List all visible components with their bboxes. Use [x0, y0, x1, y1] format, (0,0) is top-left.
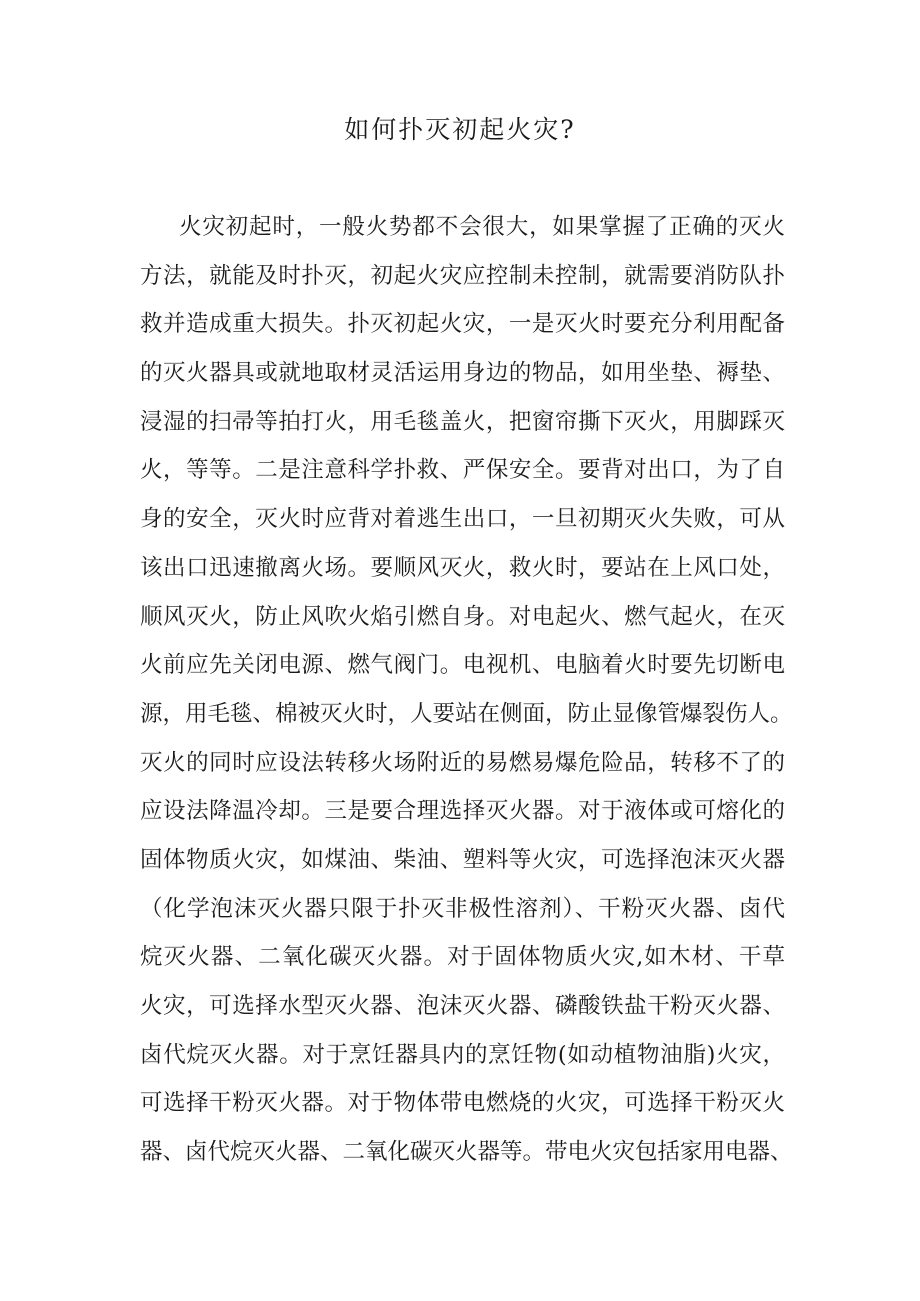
paragraph-line: 浸湿的扫帚等拍打火，用毛毯盖火，把窗帘撕下灭火，用脚踩灭	[140, 408, 785, 435]
paragraph-line: 卤代烷灭火器。对于烹饪器具内的烹饪物(如动植物油脂)火灾，	[140, 1041, 785, 1068]
paragraph-line: （化学泡沫灭火器只限于扑灭非极性溶剂）、干粉灭火器、卤代	[140, 895, 785, 922]
paragraph-line: 该出口迅速撤离火场。要顺风灭火，救火时，要站在上风口处，	[140, 554, 785, 581]
paragraph-line: 的灭火器具或就地取材灵活运用身边的物品，如用坐垫、褥垫、	[140, 360, 785, 387]
paragraph-line: 身的安全，灭火时应背对着逃生出口，一旦初期灭火失败，可从	[140, 506, 785, 533]
paragraph-line: 烷灭火器、二氧化碳灭火器。对于固体物质火灾,如木材、干草	[140, 944, 785, 971]
paragraph-line: 应设法降温冷却。三是要合理选择灭火器。对于液体或可熔化的	[140, 798, 785, 825]
paragraph-line: 火灾，可选择水型灭火器、泡沫灭火器、磷酸铁盐干粉灭火器、	[140, 993, 785, 1019]
paragraph-line: 火灾初起时，一般火势都不会很大，如果掌握了正确的灭火	[179, 214, 785, 240]
paragraph-line: 火前应先关闭电源、燃气阀门。电视机、电脑着火时要先切断电	[140, 652, 785, 679]
paragraph-line: 救并造成重大损失。扑灭初起火灾，一是灭火时要充分利用配备	[140, 311, 785, 338]
paragraph-line: 火，等等。二是注意科学扑救、严保安全。要背对出口，为了自	[140, 457, 785, 484]
paragraph-line: 器、卤代烷灭火器、二氧化碳灭火器等。带电火灾包括家用电器、	[140, 1139, 793, 1166]
paragraph-line: 顺风灭火，防止风吹火焰引燃自身。对电起火、燃气起火，在灭	[140, 603, 785, 630]
paragraph-line: 灭火的同时应设法转移火场附近的易燃易爆危险品，转移不了的	[140, 749, 785, 776]
paragraph-line: 可选择干粉灭火器。对于物体带电燃烧的火灾，可选择干粉灭火	[140, 1090, 785, 1117]
document-title: 如何扑灭初起火灾?	[344, 115, 576, 144]
paragraph-line: 固体物质火灾，如煤油、柴油、塑料等火灾，可选择泡沫灭火器	[140, 846, 785, 873]
document-body	[140, 203, 793, 1177]
paragraph-line: 源，用毛毯、棉被灭火时，人要站在侧面，防止显像管爆裂伤人。	[140, 700, 793, 727]
paragraph-line: 方法，就能及时扑灭，初起火灾应控制未控制，就需要消防队扑	[140, 262, 785, 289]
